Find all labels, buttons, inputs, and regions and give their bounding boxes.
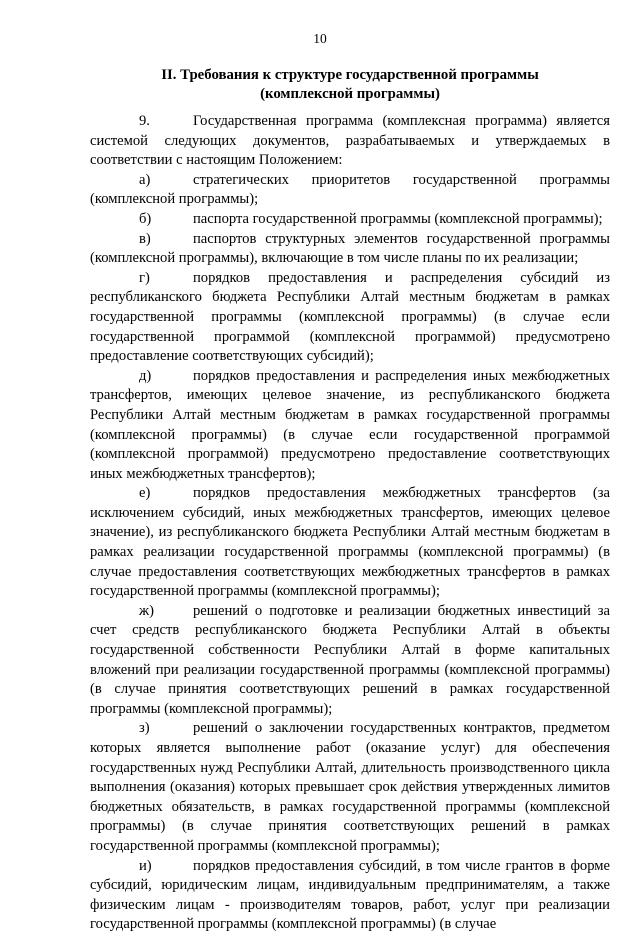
- page-number: 10: [313, 31, 327, 46]
- list-item-text: паспортов структурных элементов государственной программы (комплексной программы), включающие в том числе планы по их реализации;: [90, 230, 610, 267]
- list-item-d: [90, 367, 610, 485]
- list-item-v: [90, 230, 610, 269]
- list-item-marker: в): [139, 230, 151, 247]
- document-body: [90, 112, 610, 935]
- paragraph-marker: 9.: [139, 113, 150, 129]
- list-item-marker: а): [139, 171, 151, 188]
- list-item-b: [90, 210, 610, 230]
- list-item-marker: и): [139, 857, 152, 874]
- list-item-marker: ж): [139, 602, 154, 619]
- list-item-text: порядков предоставления субсидий, в том числе грантов в форме субсидий, юридическим лицам, индивидуальным предпринимателям, а также физическим лицам - производителям товаров, работ, услуг при реализации государственной программы (комплексной программы) (в случае: [90, 857, 610, 933]
- list-item-marker: г): [139, 269, 150, 286]
- list-item-text: паспорта государственной программы (комплексной программы);: [193, 210, 603, 227]
- list-item-i: [90, 857, 610, 935]
- list-item-marker: д): [139, 367, 152, 384]
- list-item-text: решений о заключении государственных контрактов, предметом которых является выполнение работ (оказание услуг) для обеспечения государственных нужд Республики Алтай, длительность производственного цикла выполнения (оказания) которых превышает срок действия утвержденных лимитов бюджетных обязательств, в рамках государственной программы (комплексной программы) (в случае принятия соответствующих решений в рамках государственной программы (комплексной программы);: [90, 720, 610, 854]
- list-item-g: [90, 269, 610, 367]
- list-item-text: порядков предоставления и распределения субсидий из республиканского бюджета Республики Алтай местным бюджетам в рамках государственной программы (комплексной программы) (в случае если государственной программой (комплексной программой) предусмотрено предоставление соответствующих субсидий);: [90, 269, 610, 365]
- list-item-marker: е): [139, 485, 151, 502]
- list-item-text: порядков предоставления межбюджетных трансфертов (за исключением субсидий, иных межбюджетных трансфертов, имеющих целевое значение), из республиканского бюджета Республики Алтай местным бюджетам в рамках реализации государственной программы (комплексной программы) (в случае предоставления соответствующих межбюджетных трансфертов в рамках государственной программы (комплексной программы);: [90, 485, 610, 600]
- list-item-e: [90, 484, 610, 602]
- paragraph-text: Государственная программа (комплексная программа) является системой следующих документов, разрабатываемых и утверждаемых в соответствии с настоящим Положением:: [90, 113, 610, 169]
- list-item-marker: б): [139, 210, 152, 227]
- list-item-a: [90, 171, 610, 210]
- section-heading: [90, 66, 610, 104]
- list-item-z: [90, 719, 610, 856]
- section-title-line-1: II. Требования к структуре государственной программы: [161, 67, 539, 83]
- section-title-line-2: (комплексной программы): [260, 86, 440, 102]
- list-item-text: стратегических приоритетов государственной программы (комплексной программы);: [90, 171, 610, 208]
- paragraph-9: [90, 112, 610, 171]
- list-item-text: решений о подготовке и реализации бюджетных инвестиций за счет средств республиканского бюджета Республики Алтай в объекты государственной собственности Республики Алтай в форме капитальных вложений при реализации государственной программы (комплексной программы) (в случае принятия соответствующих решений в рамках государственной программы (комплексной программы);: [90, 602, 610, 717]
- list-item-text: порядков предоставления и распределения иных межбюджетных трансфертов, имеющих целевое значение, из республиканского бюджета Республики Алтай местным бюджетам в рамках государственной программы (комплексной программы) (в случае если государственной программой (комплексной программой) предусмотрено предоставление соответствующих иных межбюджетных трансфертов);: [90, 367, 610, 482]
- list-item-marker: з): [139, 720, 150, 737]
- list-item-zh: [90, 602, 610, 720]
